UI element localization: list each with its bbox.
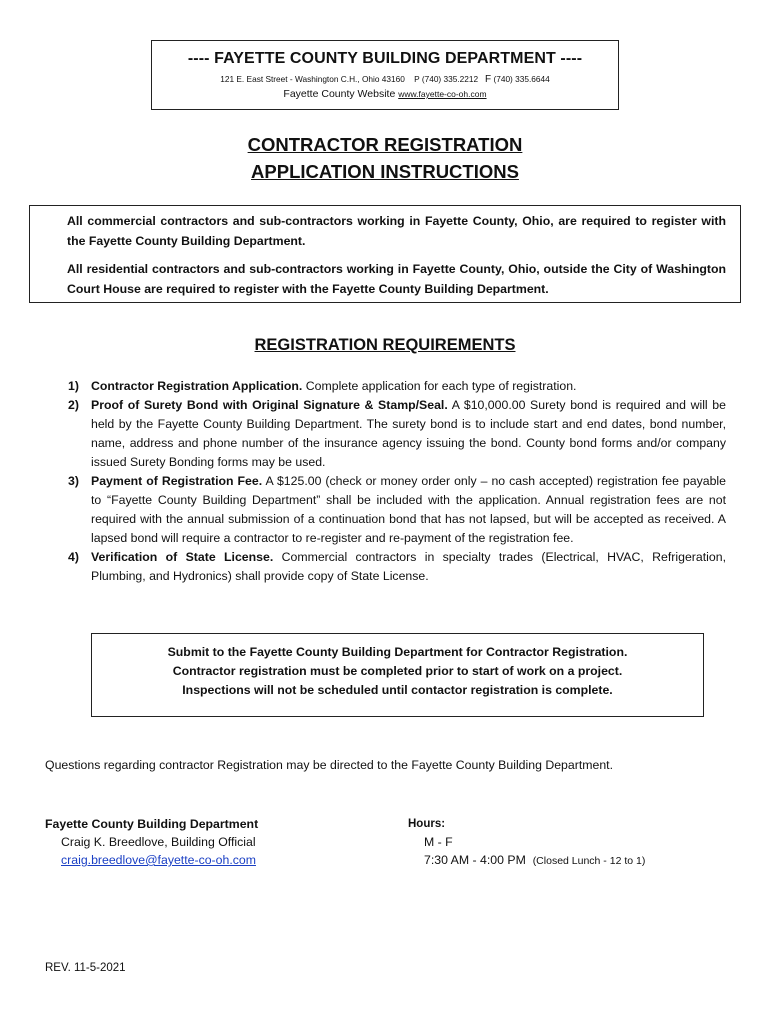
department-address: 121 E. East Street - Washington C.H., Ohio 43160: [220, 74, 405, 84]
item-text: Commercial contractors in specialty trades (Electrical, HVAC, Refrigeration, Plumbing, and Hydronics) shall provide copy of State License.: [91, 550, 726, 583]
hours-time-line: [408, 851, 645, 870]
notice-residential: All residential contractors and sub-contractors working in Fayette County, Ohio, outside the City of Washington Court House are required to register with the Fayette County Building Department.: [67, 262, 726, 296]
item-number: 3): [68, 474, 79, 488]
item-lead: Proof of Surety Bond with Original Signature & Stamp/Seal.: [91, 398, 448, 412]
website-label: Fayette County Website: [283, 88, 396, 100]
requirements-list: [68, 377, 726, 586]
department-address-line: [152, 74, 618, 85]
submit-line-1: Submit to the Fayette County Building Department for Contractor Registration.: [167, 645, 628, 659]
item-number: 1): [68, 379, 79, 393]
list-item: [68, 472, 726, 548]
contact-block: [45, 815, 258, 869]
contact-email-link[interactable]: craig.breedlove@fayette-co-oh.com: [61, 853, 256, 867]
submit-instructions-box: [91, 633, 704, 717]
submit-line-3: Inspections will not be scheduled until contactor registration is complete.: [182, 683, 613, 697]
submit-line-2: Contractor registration must be completed prior to start of work on a project.: [172, 664, 623, 678]
list-item: [68, 377, 726, 396]
item-number: 4): [68, 550, 79, 564]
hours-label: Hours:: [408, 818, 446, 830]
notice-commercial: All commercial contractors and sub-contractors working in Fayette County, Ohio, are required to register with the Fayette County Building Department.: [67, 214, 726, 248]
fax-prefix: F: [485, 74, 492, 85]
revision-date: REV. 11-5-2021: [45, 962, 126, 974]
website-link[interactable]: www.fayette-co-oh.com: [398, 89, 487, 99]
office-hours-block: [408, 815, 645, 870]
questions-note: Questions regarding contractor Registration may be directed to the Fayette County Building Department.: [45, 758, 614, 772]
list-item: [68, 548, 726, 586]
hours-lunch-note: (Closed Lunch - 12 to 1): [532, 855, 646, 867]
contact-department: Fayette County Building Department: [45, 817, 259, 831]
requirements-heading: REGISTRATION REQUIREMENTS: [254, 336, 516, 354]
hours-time: 7:30 AM - 4:00 PM: [424, 853, 526, 867]
phone-prefix: P: [414, 74, 420, 84]
letterhead-box: [151, 40, 619, 110]
contact-official: Craig K. Breedlove, Building Official: [61, 835, 256, 849]
fax-number: (740) 335.6644: [493, 74, 550, 84]
item-text: Complete application for each type of registration.: [305, 379, 577, 393]
list-item: [68, 396, 726, 472]
document-title: [0, 131, 770, 185]
document-title-line-1: CONTRACTOR REGISTRATION: [247, 134, 523, 155]
website-line: [152, 88, 618, 100]
department-title: ---- FAYETTE COUNTY BUILDING DEPARTMENT ----: [187, 50, 583, 67]
hours-days: M - F: [424, 835, 453, 849]
item-lead: Verification of State License.: [91, 550, 274, 564]
item-lead: Contractor Registration Application.: [91, 379, 303, 393]
item-text: A $10,000.00 Surety bond is required and will be held by the Fayette County Building Department. The surety bond is to include start and end dates, bond number, name, address and phone number of the insurance agency issuing the bond. County bond forms and/or company issued Surety Bonding forms may be used.: [91, 398, 726, 469]
document-title-line-2: APPLICATION INSTRUCTIONS: [251, 161, 519, 182]
phone-number: (740) 335.2212: [421, 74, 479, 84]
item-number: 2): [68, 398, 79, 412]
item-lead: Payment of Registration Fee.: [91, 474, 263, 488]
registration-notice-box: [29, 205, 741, 303]
item-text: A $125.00 (check or money order only – no cash accepted) registration fee payable to “Fayette County Building Department” shall be included with the application. Annual registration fees are not required with the annual submission of a continuation bond that has not lapsed, but will be accepted as received. A lapsed bond will require a contractor to re-register and re-payment of the registration fee.: [91, 474, 726, 545]
